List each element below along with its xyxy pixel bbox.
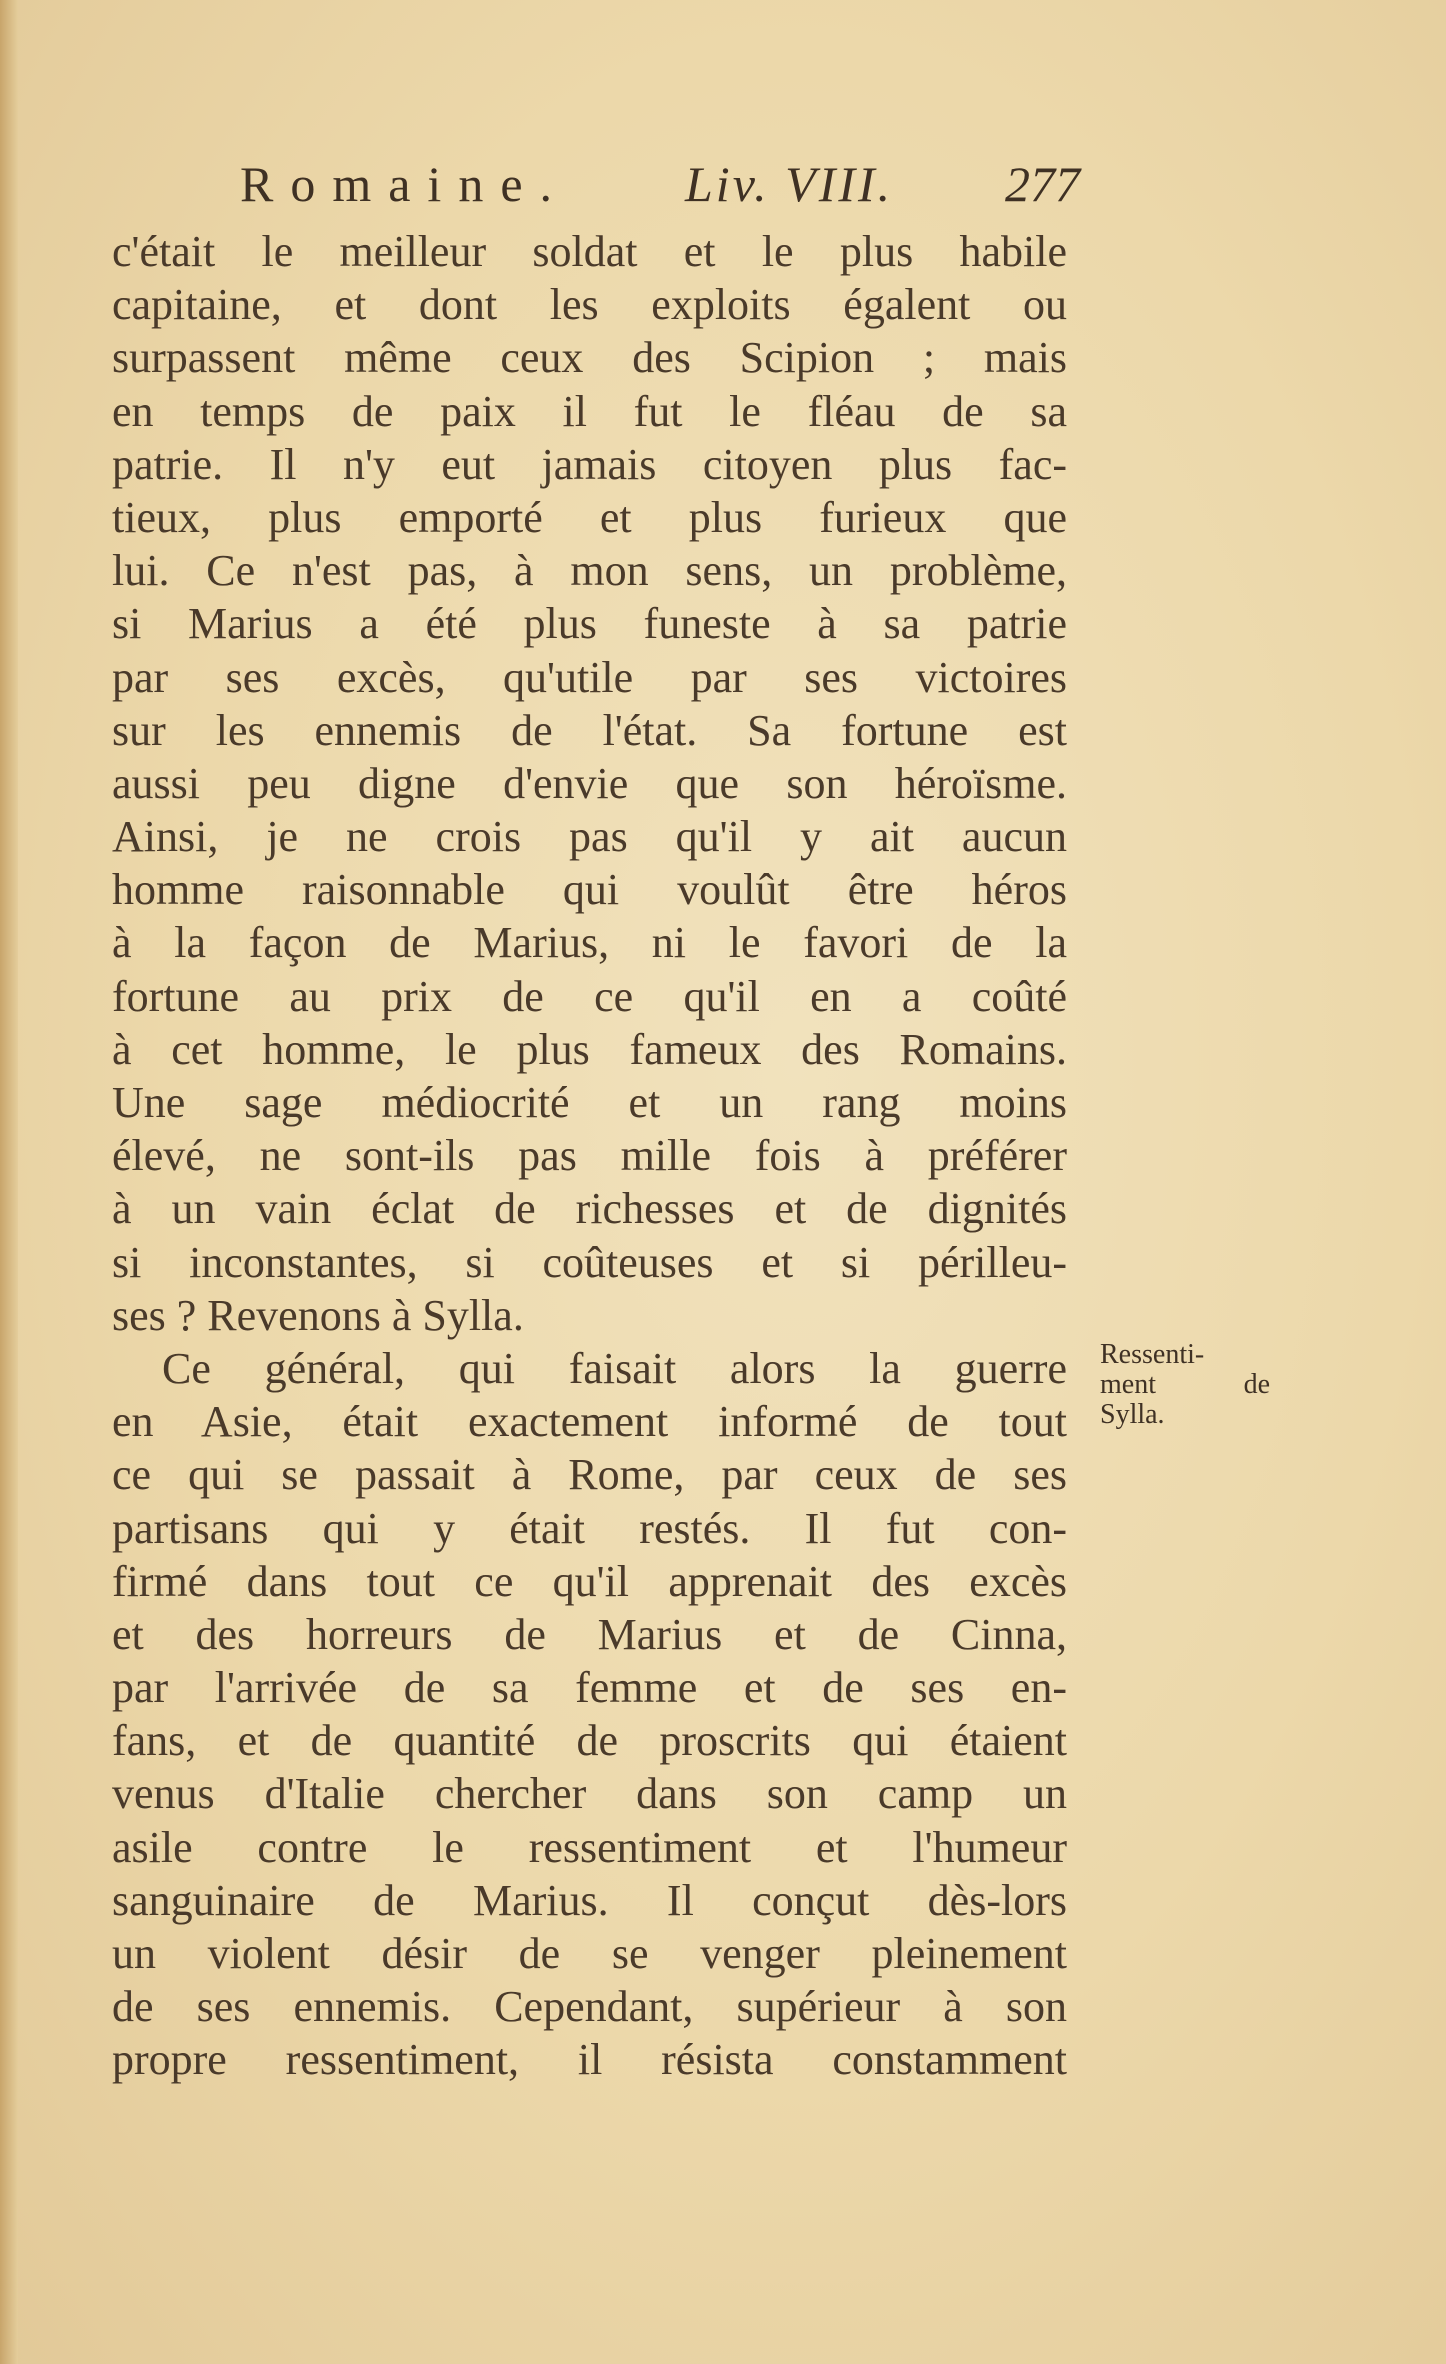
text-line: ses ? Revenons à Sylla.	[112, 1290, 524, 1340]
marginal-note-line	[1100, 1370, 1270, 1400]
text-line: à cet homme, le plus fameux des Romains.	[112, 1024, 1067, 1074]
text-line: Une sage médiocrité et un rang moins	[112, 1078, 1067, 1127]
text-line: partisans qui y était restés. Il fut con-	[112, 1503, 1067, 1553]
text-line: à un vain éclat de richesses et de dignités	[112, 1184, 1067, 1234]
text-line: à la façon de Marius, ni le favori de la	[112, 918, 1067, 968]
marginal-note	[1100, 1340, 1300, 1430]
text-line: c'était le meilleur soldat et le plus habile	[112, 227, 1067, 276]
text-line: et des horreurs de Marius et de Cinna,	[112, 1609, 1067, 1659]
text-line: sanguinaire de Marius. Il conçut dès-lors	[112, 1875, 1067, 1925]
text-line: fans, et de quantité de proscrits qui étaient	[112, 1716, 1067, 1766]
text-line: firmé dans tout ce qu'il apprenait des excès	[112, 1556, 1067, 1606]
text-line: propre ressentiment, il résista constamment	[112, 2035, 1067, 2085]
text-line: par l'arrivée de sa femme et de ses en-	[112, 1663, 1067, 1713]
text-line: un violent désir de se venger pleinement	[112, 1929, 1067, 1978]
running-head-title: Romaine.	[240, 156, 570, 212]
marginal-note-line: Sylla.	[1100, 1399, 1165, 1430]
text-line: asile contre le ressentiment et l'humeur	[112, 1822, 1067, 1872]
text-line: de ses ennemis. Cependant, supérieur à son	[112, 1982, 1067, 2032]
text-line: aussi peu digne d'envie que son héroïsme.	[112, 758, 1067, 808]
text-line: si Marius a été plus funeste à sa patrie	[112, 599, 1067, 649]
running-head-book: Liv. VIII.	[685, 156, 894, 212]
running-head	[240, 155, 1080, 215]
text-line: Ainsi, je ne crois pas qu'il y ait aucun	[112, 812, 1067, 862]
marginal-note-word: ment	[1100, 1369, 1156, 1400]
text-line: venus d'Italie chercher dans son camp un	[112, 1769, 1067, 1819]
text-line: en temps de paix il fut le fléau de sa	[112, 386, 1067, 436]
text-line: tieux, plus emporté et plus furieux que	[112, 492, 1067, 542]
text-line: par ses excès, qu'utile par ses victoires	[112, 652, 1067, 702]
marginal-note-line: Ressenti-	[1100, 1339, 1205, 1370]
text-line: si inconstantes, si coûteuses et si périlleu-	[112, 1237, 1067, 1287]
body-text	[112, 225, 1067, 2087]
text-line: sur les ennemis de l'état. Sa fortune est	[112, 705, 1067, 755]
text-line: lui. Ce n'est pas, à mon sens, un problème,	[112, 546, 1067, 596]
page-number: 277	[1005, 156, 1080, 212]
text-line: élevé, ne sont-ils pas mille fois à préférer	[112, 1131, 1067, 1181]
text-line: en Asie, était exactement informé de tout	[112, 1397, 1067, 1447]
text-line: homme raisonnable qui voulût être héros	[112, 865, 1067, 915]
text-line: surpassent même ceux des Scipion ; mais	[112, 333, 1067, 383]
text-line: Ce général, qui faisait alors la guerre	[162, 1343, 1067, 1393]
text-line: ce qui se passait à Rome, par ceux de ses	[112, 1450, 1067, 1500]
marginal-note-word: de	[1243, 1369, 1270, 1400]
text-line: capitaine, et dont les exploits égalent ou	[112, 280, 1067, 330]
text-line: patrie. Il n'y eut jamais citoyen plus fac-	[112, 439, 1067, 489]
text-line: fortune au prix de ce qu'il en a coûté	[112, 971, 1067, 1021]
page-binding-edge	[0, 0, 18, 2364]
